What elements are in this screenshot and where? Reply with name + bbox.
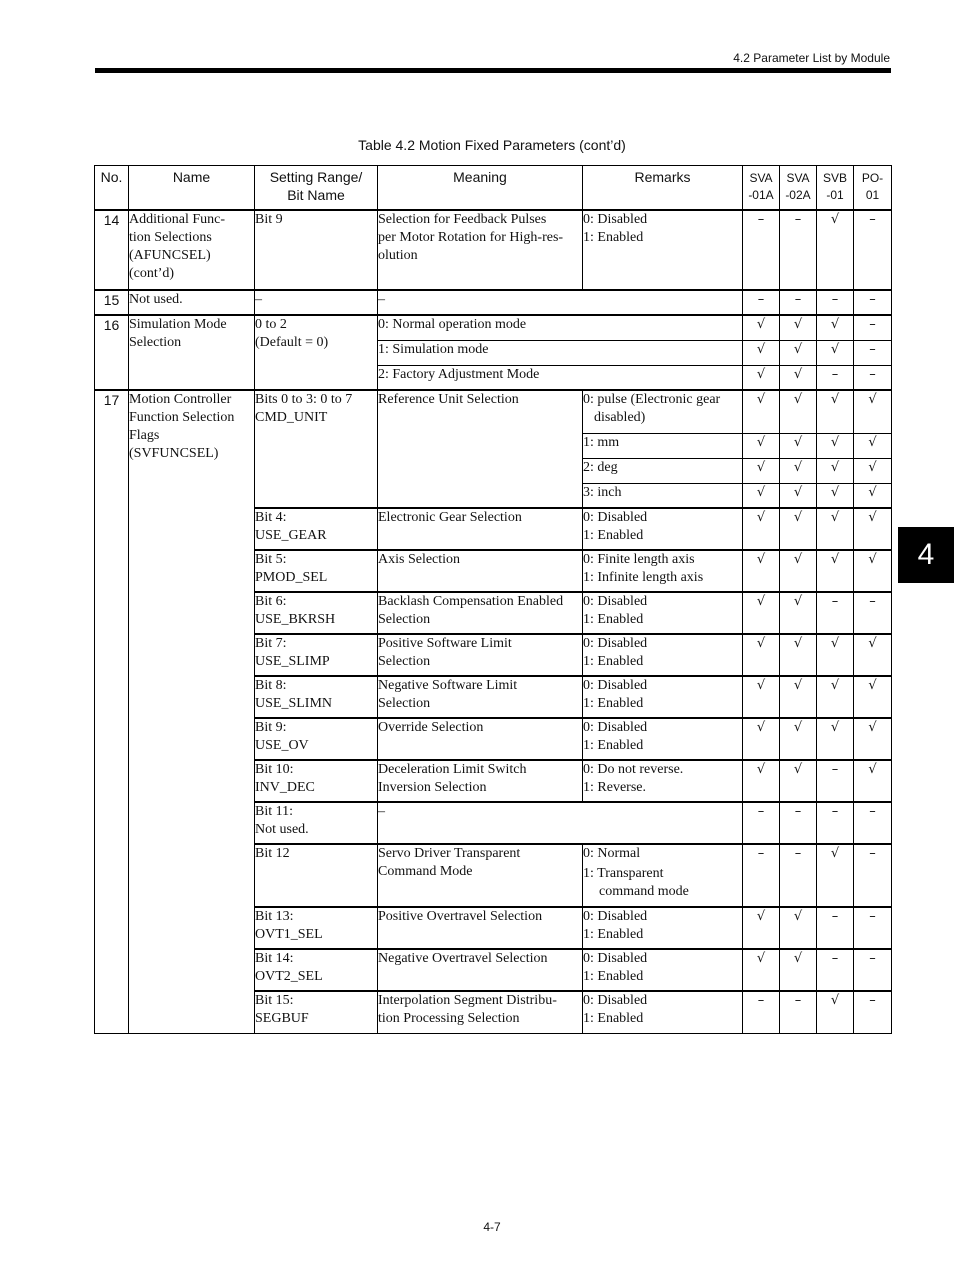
support-sva01a: –: [743, 802, 780, 844]
bit-name: [255, 676, 378, 718]
remarks-cell: [583, 592, 743, 634]
col-module-svb01: [817, 166, 854, 211]
meaning-cell: Electronic Gear Selection: [378, 508, 583, 550]
support-sva01a: √: [743, 592, 780, 634]
bit-line: Bit 8:: [255, 678, 287, 693]
meaning-cell: Axis Selection: [378, 550, 583, 592]
meaning-line: Selection: [378, 612, 431, 627]
meaning-line: Inversion Selection: [378, 780, 487, 795]
remarks-line: 0: Disabled: [583, 951, 648, 966]
bit-line: Bit 9:: [255, 720, 287, 735]
support-svb01: √: [817, 991, 854, 1033]
page-number: 4-7: [483, 1220, 501, 1234]
support-sva01a: √: [743, 949, 780, 991]
name-line: (SVFUNCSEL): [129, 446, 219, 461]
bit-line: SEGBUF: [255, 1011, 309, 1026]
remarks-line: 0: Disabled: [583, 678, 648, 693]
remarks-cell: [583, 508, 743, 550]
support-svb01: √: [817, 315, 854, 340]
setting-line: (Default = 0): [255, 335, 329, 350]
col-name: Name: [129, 166, 255, 211]
meaning-cell: –: [378, 290, 743, 315]
support-svb01: √: [817, 634, 854, 676]
remarks-cell: 3: inch: [583, 483, 743, 508]
bit-name: [255, 390, 378, 508]
bit-name: [255, 760, 378, 802]
param-name: [129, 390, 255, 1033]
bit-line: Bit 6:: [255, 594, 287, 609]
param-number: 16: [95, 315, 129, 390]
remarks-line: disabled): [594, 410, 646, 425]
bit-line: Not used.: [255, 822, 309, 837]
remarks-cell: [583, 634, 743, 676]
col-meaning: Meaning: [378, 166, 583, 211]
name-line: (cont’d): [129, 266, 175, 281]
meaning-cell: [378, 592, 583, 634]
table-row-param-15: [95, 290, 892, 315]
bit-line: OVT1_SEL: [255, 927, 323, 942]
meaning-cell: [378, 676, 583, 718]
support-sva01a: √: [743, 907, 780, 949]
setting-range: [255, 315, 378, 390]
remarks-line: 0: Disabled: [583, 720, 648, 735]
remarks-cell: [583, 844, 743, 907]
support-po01: –: [854, 592, 892, 634]
support-po01: –: [854, 991, 892, 1033]
meaning-line: Negative Software Limit: [378, 678, 518, 693]
col-no: No.: [95, 166, 129, 211]
bit-name: [255, 802, 378, 844]
support-sva02a: –: [780, 802, 817, 844]
support-svb01: √: [817, 844, 854, 907]
remarks-line: 0: Do not reverse.: [583, 762, 684, 777]
table-title: Table 4.2 Motion Fixed Parameters (cont’d): [358, 137, 626, 153]
remarks-line: 1: Enabled: [583, 1011, 644, 1026]
meaning-line: Backlash Compensation Enabled: [378, 594, 564, 609]
support-svb01: –: [817, 290, 854, 315]
meaning-cell: Positive Overtravel Selection: [378, 907, 583, 949]
meaning-cell: [378, 844, 583, 907]
remarks-line: 1: Transparent: [583, 866, 664, 881]
meaning-cell: [378, 991, 583, 1033]
bit-line: USE_BKRSH: [255, 612, 336, 627]
support-svb01: –: [817, 760, 854, 802]
bit-line: Bit 11:: [255, 804, 293, 819]
bit-line: CMD_UNIT: [255, 410, 328, 425]
bit-line: Bit 10:: [255, 762, 294, 777]
support-po01: √: [854, 676, 892, 718]
bit-name: [255, 718, 378, 760]
table-row-param-16: [95, 315, 892, 340]
support-sva02a: –: [780, 210, 817, 290]
support-svb01: –: [817, 802, 854, 844]
meaning-line: Servo Driver Transparent: [378, 846, 521, 861]
support-po01: √: [854, 760, 892, 802]
support-po01: √: [854, 718, 892, 760]
header-row: [95, 166, 892, 211]
support-sva02a: √: [780, 718, 817, 760]
support-po01: –: [854, 290, 892, 315]
support-po01: √: [854, 433, 892, 458]
support-sva02a: √: [780, 433, 817, 458]
support-sva02a: √: [780, 907, 817, 949]
remarks-cell: 2: deg: [583, 458, 743, 483]
support-sva01a: √: [743, 508, 780, 550]
support-po01: √: [854, 458, 892, 483]
support-po01: √: [854, 550, 892, 592]
param-name: Not used.: [129, 290, 255, 315]
remarks-line: 1: Enabled: [583, 738, 644, 753]
support-sva01a: √: [743, 676, 780, 718]
module-line1: SVA: [786, 171, 810, 185]
meaning-cell: Negative Overtravel Selection: [378, 949, 583, 991]
remarks-line: 0: Normal: [583, 846, 641, 861]
remarks-line: command mode: [599, 884, 689, 899]
support-sva01a: –: [743, 290, 780, 315]
meaning-cell: Reference Unit Selection: [378, 390, 583, 508]
meaning-line: per Motor Rotation for High-res-: [378, 230, 564, 245]
module-line2: 01: [865, 188, 880, 202]
support-po01: √: [854, 483, 892, 508]
support-sva02a: –: [780, 290, 817, 315]
support-sva02a: √: [780, 550, 817, 592]
remarks-line: 1: Enabled: [583, 696, 644, 711]
meaning-line: Selection for Feedback Pulses: [378, 212, 547, 227]
table-row-param-17: [95, 390, 892, 433]
bit-line: Bit 7:: [255, 636, 287, 651]
bit-line: USE_SLIMN: [255, 696, 333, 711]
bit-name: [255, 949, 378, 991]
remarks-cell: [583, 949, 743, 991]
bit-line: INV_DEC: [255, 780, 315, 795]
meaning-line: olution: [378, 248, 418, 263]
meaning-line: Selection: [378, 696, 431, 711]
remarks-line: 0: pulse (Electronic gear: [583, 392, 721, 407]
support-sva01a: √: [743, 760, 780, 802]
support-svb01: –: [817, 949, 854, 991]
support-svb01: √: [817, 718, 854, 760]
support-po01: √: [854, 390, 892, 433]
support-po01: –: [854, 315, 892, 340]
bit-line: USE_OV: [255, 738, 309, 753]
name-line: Selection: [129, 335, 182, 350]
remarks-cell: [583, 991, 743, 1033]
support-sva02a: √: [780, 760, 817, 802]
support-sva01a: √: [743, 340, 780, 365]
support-sva01a: √: [743, 315, 780, 340]
name-line: tion Selections: [129, 230, 212, 245]
col-remarks: Remarks: [583, 166, 743, 211]
remarks-cell: [583, 390, 743, 433]
remarks-cell: [583, 210, 743, 290]
remarks-cell: 1: mm: [583, 433, 743, 458]
chapter-tab: 4: [898, 527, 954, 583]
support-sva01a: –: [743, 991, 780, 1033]
meaning-cell: [378, 634, 583, 676]
support-sva02a: √: [780, 365, 817, 390]
support-svb01: –: [817, 592, 854, 634]
support-po01: –: [854, 844, 892, 907]
support-po01: –: [854, 907, 892, 949]
support-po01: –: [854, 340, 892, 365]
support-sva02a: √: [780, 458, 817, 483]
support-po01: –: [854, 365, 892, 390]
remarks-line: 1: Enabled: [583, 969, 644, 984]
meaning-line: Deceleration Limit Switch: [378, 762, 527, 777]
option-cell: 1: Simulation mode: [378, 340, 743, 365]
remarks-line: 0: Disabled: [583, 212, 648, 227]
meaning-line: tion Processing Selection: [378, 1011, 520, 1026]
support-svb01: √: [817, 458, 854, 483]
remarks-cell: [583, 907, 743, 949]
remarks-line: 1: Enabled: [583, 927, 644, 942]
param-name: [129, 315, 255, 390]
remarks-line: 1: Enabled: [583, 612, 644, 627]
support-sva02a: √: [780, 483, 817, 508]
module-line2: -01A: [748, 188, 774, 202]
name-line: Function Selection: [129, 410, 235, 425]
col-setting-line2: Bit Name: [287, 187, 345, 203]
bit-line: Bit 15:: [255, 993, 294, 1008]
meaning-line: Interpolation Segment Distribu-: [378, 993, 557, 1008]
meaning-line: Command Mode: [378, 864, 473, 879]
support-sva01a: √: [743, 718, 780, 760]
bit-name: [255, 634, 378, 676]
support-po01: –: [854, 210, 892, 290]
support-sva01a: √: [743, 550, 780, 592]
support-po01: √: [854, 634, 892, 676]
meaning-cell: [378, 210, 583, 290]
support-sva01a: –: [743, 210, 780, 290]
bit-line: PMOD_SEL: [255, 570, 328, 585]
bit-line: USE_GEAR: [255, 528, 327, 543]
col-module-sva02a: [780, 166, 817, 211]
meaning-cell: –: [378, 802, 743, 844]
module-line1: SVB: [822, 171, 847, 185]
module-line2: -02A: [785, 188, 811, 202]
param-number: 15: [95, 290, 129, 315]
param-name: [129, 210, 255, 290]
remarks-line: 1: Enabled: [583, 528, 644, 543]
col-setting-line1: Setting Range/: [269, 169, 363, 185]
support-svb01: –: [817, 907, 854, 949]
support-sva01a: √: [743, 483, 780, 508]
param-number: 17: [95, 390, 129, 1033]
module-line1: SVA: [749, 171, 773, 185]
support-sva02a: √: [780, 390, 817, 433]
col-module-sva01a: [743, 166, 780, 211]
support-sva01a: √: [743, 390, 780, 433]
bit-line: Bit 13:: [255, 909, 294, 924]
support-sva01a: √: [743, 458, 780, 483]
remarks-line: 1: Reverse.: [583, 780, 646, 795]
meaning-cell: [378, 760, 583, 802]
module-line1: PO-: [861, 171, 884, 185]
remarks-line: 0: Disabled: [583, 993, 648, 1008]
support-sva02a: √: [780, 315, 817, 340]
col-module-po01: [854, 166, 892, 211]
bit-line: OVT2_SEL: [255, 969, 323, 984]
bit-name: Bit 9: [255, 210, 378, 290]
option-cell: 0: Normal operation mode: [378, 315, 743, 340]
bit-line: Bits 0 to 3: 0 to 7: [255, 392, 353, 407]
remarks-cell: [583, 760, 743, 802]
support-sva01a: –: [743, 844, 780, 907]
meaning-cell: Override Selection: [378, 718, 583, 760]
bit-name: Bit 12: [255, 844, 378, 907]
support-sva02a: √: [780, 592, 817, 634]
support-sva02a: –: [780, 844, 817, 907]
module-line2: -01: [826, 188, 844, 202]
remarks-cell: [583, 550, 743, 592]
meaning-line: Positive Software Limit: [378, 636, 512, 651]
support-svb01: √: [817, 508, 854, 550]
remarks-line: 1: Enabled: [583, 230, 644, 245]
support-sva02a: √: [780, 676, 817, 718]
bit-line: Bit 14:: [255, 951, 294, 966]
remarks-line: 1: Enabled: [583, 654, 644, 669]
support-po01: –: [854, 949, 892, 991]
remarks-line: 0: Disabled: [583, 510, 648, 525]
support-svb01: √: [817, 550, 854, 592]
bit-name: [255, 907, 378, 949]
support-sva02a: √: [780, 634, 817, 676]
name-line: Additional Func-: [129, 212, 226, 227]
bit-line: Bit 4:: [255, 510, 287, 525]
bit-name: [255, 991, 378, 1033]
param-number: 14: [95, 210, 129, 290]
name-line: Flags: [129, 428, 160, 443]
header-rule: [95, 68, 891, 73]
support-svb01: √: [817, 433, 854, 458]
bit-name: [255, 508, 378, 550]
name-line: Motion Controller: [129, 392, 232, 407]
bit-name: [255, 550, 378, 592]
support-po01: √: [854, 508, 892, 550]
motion-fixed-parameters-table: [94, 165, 892, 1034]
bit-line: Bit 5:: [255, 552, 287, 567]
running-head: 4.2 Parameter List by Module: [733, 51, 890, 65]
support-sva01a: √: [743, 433, 780, 458]
support-sva01a: √: [743, 634, 780, 676]
support-svb01: –: [817, 365, 854, 390]
remarks-line: 0: Disabled: [583, 909, 648, 924]
bit-name: [255, 592, 378, 634]
setting-line: 0 to 2: [255, 317, 287, 332]
name-line: (AFUNCSEL): [129, 248, 211, 263]
setting-range: –: [255, 290, 378, 315]
support-sva02a: –: [780, 991, 817, 1033]
support-svb01: √: [817, 210, 854, 290]
remarks-line: 1: Infinite length axis: [583, 570, 704, 585]
remarks-cell: [583, 718, 743, 760]
bit-line: USE_SLIMP: [255, 654, 330, 669]
support-svb01: √: [817, 340, 854, 365]
meaning-line: Selection: [378, 654, 431, 669]
support-svb01: √: [817, 390, 854, 433]
table-row-param-14: [95, 210, 892, 290]
support-svb01: √: [817, 676, 854, 718]
remarks-line: 0: Disabled: [583, 636, 648, 651]
support-svb01: √: [817, 483, 854, 508]
col-setting: [255, 166, 378, 211]
remarks-cell: [583, 676, 743, 718]
support-po01: –: [854, 802, 892, 844]
remarks-line: 0: Disabled: [583, 594, 648, 609]
support-sva02a: √: [780, 340, 817, 365]
option-cell: 2: Factory Adjustment Mode: [378, 365, 743, 390]
name-line: Simulation Mode: [129, 317, 227, 332]
remarks-line: 0: Finite length axis: [583, 552, 695, 567]
support-sva02a: √: [780, 508, 817, 550]
support-sva02a: √: [780, 949, 817, 991]
support-sva01a: √: [743, 365, 780, 390]
